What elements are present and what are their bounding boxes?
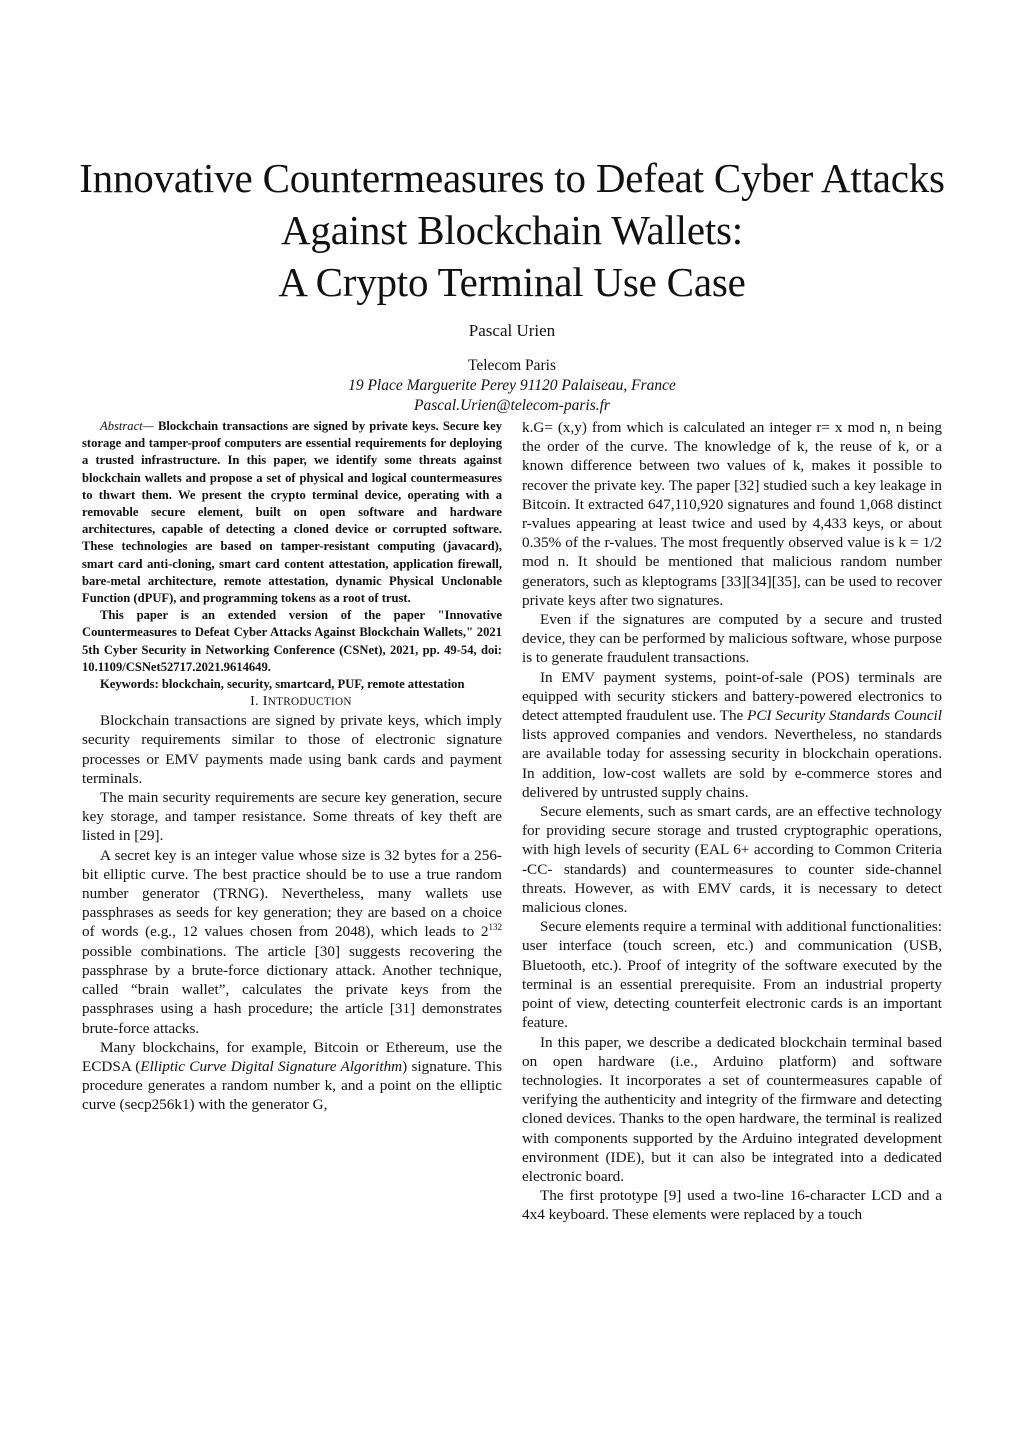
ecdsa-expansion: Elliptic Curve Digital Signature Algorithm [140,1057,403,1075]
intro-paragraph-1: Blockchain transactions are signed by private keys, which imply security requirements similar to those of electronic signature processes or EMV payments made using bank cards and payment terminals. [82,712,502,787]
section-title-initial: I [262,694,268,710]
author-address: 19 Place Marguerite Perey 91120 Palaiseau, France [348,377,676,394]
left-column [82,418,502,1115]
intro-paragraph-3-part-a: A secret key is an integer value whose size is 32 bytes for a 256-bit elliptic curve. The best practice should be to use a true random number generator (TRNG). Nevertheless, many wallets use passphrases as seeds for key generation; they are based on a choice of words (e.g., 12 values chosen from 2048), which leads to 2 [82,846,502,941]
author-email[interactable]: Pascal.Urien@telecom-paris.fr [414,397,610,414]
right-paragraph-1: k.G= (x,y) from which is calculated an integer r= x mod n, n being the order of the curve. The knowledge of k, the reuse of k, or a known difference between two values of k, makes it possible to recover the private key. The paper [32] studied such a key leakage in Bitcoin. It extracted 647,110,920 signatures and found 1,068 distinct r-values appearing at least twice and used by 4,433 keys, or about 0.35% of the r-values. The most frequently observed value is k = 1/2 mod n. It should be mentioned that malicious random number generators, such as kleptograms [33][34][35], can be used to recover private keys after two signatures. [522,419,942,609]
right-paragraph-7: The first prototype [9] used a two-line 16-character LCD and a 4x4 keyboard. These elements were replaced by a touch [522,1187,942,1224]
right-paragraph-5: Secure elements require a terminal with additional functionalities: user interface (touch screen, etc.) and communication (USB, Bluetooth, etc.). Proof of integrity of the software executed by the terminal is an essential prerequisite. From an industrial property point of view, detecting counterfeit electronic cards is an important feature. [522,918,942,1032]
paper-title-line-2: Against Blockchain Wallets: [281,207,743,253]
right-paragraph-3-part-b: lists approved companies and vendors. Nevertheless, no standards are available today for assessing security in blockchain operations. In addition, low-cost wallets are sold by e-commerce stores and delivered by untrusted supply chains. [522,726,942,801]
abstract-text: Blockchain transactions are signed by private keys. Secure key storage and tamper-proof computers are essential requirements for deploying a trusted infrastructure. In this paper, we identify some threats against blockchain wallets and propose a set of physical and logical countermeasures to thwart them. We present the crypto terminal device, operating with a removable secure element, built on open software and hardware architectures, capable of detecting a cloned device or corrupted software. These technologies are based on tamper-resistant computing (javacard), smart card anti-cloning, smart card content attestation, application firewall, bare-metal architecture, remote attestation, dynamic Physical Unclonable Function (dPUF), and programming tokens as a root of trust. [82,419,502,606]
right-paragraph-3 [522,668,942,802]
extended-version-note: This paper is an extended version of the paper "Innovative Countermeasures to Defeat Cyber Attacks Against Blockchain Wallets," 2021 5th Cyber Security in Networking Conference (CSNet), 2021, pp. 49-54, doi: 10.1109/CSNet52717.2021.9614649. [82,608,502,674]
paper-title-line-3: A Crypto Terminal Use Case [278,259,746,305]
right-paragraph-2: Even if the signatures are computed by a secure and trusted device, they can be performed by malicious software, whose purpose is to generate fraudulent transactions. [522,611,942,667]
intro-paragraph-3-part-b: possible combinations. The article [30] suggests recovering the passphrase by a brute-force dictionary attack. Another technique, called “brain wallet”, calculates the private keys from the passphrases using a hash procedure; the article [31] demonstrates brute-force attacks. [82,942,502,1037]
intro-paragraph-4 [82,1038,502,1115]
right-column [522,418,942,1225]
pci-council-name: PCI Security Standards Council [747,707,942,725]
section-title-rest: NTRODUCTION [267,696,352,709]
intro-paragraph-4-part-b: ) signature. This procedure generates a random number k, and a point on the elliptic curve (secp256k1) with the generator G, [82,1057,502,1114]
paper-title-line-1: Innovative Countermeasures to Defeat Cyber Attacks [79,155,945,201]
author-name: Pascal Urien [468,321,556,340]
section-number: I. [250,694,259,710]
right-paragraph-6: In this paper, we describe a dedicated blockchain terminal based on open hardware (i.e., Arduino platform) and software technologies. It incorporates a set of countermeasures capable of verifying the authenticity and integrity of the firmware and detecting cloned devices. Thanks to the open hardware, the terminal is realized with components supported by the Arduino integrated development environment (IDE), but it can also be integrated into a dedicated electronic board. [522,1033,942,1185]
intro-paragraph-2: The main security requirements are secure key generation, secure key storage, and tamper resistance. Some threats of key theft are listed in [29]. [82,789,502,845]
intro-paragraph-4-part-a: Many blockchains, for example, Bitcoin or Ethereum, use the ECDSA ( [82,1038,502,1075]
section-heading-introduction [82,693,502,711]
keywords: Keywords: blockchain, security, smartcard, PUF, remote attestation [100,677,465,692]
abstract [82,418,502,607]
title-block [60,152,964,416]
abstract-label: Abstract— [100,419,154,433]
exponent: 132 [488,922,502,933]
right-paragraph-3-part-a: In EMV payment systems, point-of-sale (POS) terminals are equipped with security stickers and battery-powered electronics to detect attempted fraudulent use. The [522,668,942,725]
intro-paragraph-3 [82,846,502,1038]
author-institution: Telecom Paris [467,357,556,374]
right-paragraph-4: Secure elements, such as smart cards, are an effective technology for providing secure storage and trusted cryptographic operations, with high levels of security (EAL 6+ according to Common Criteria -CC- standards) and countermeasures to counter side-channel threats. However, as with EMV cards, it is necessary to detect malicious clones. [522,803,942,917]
